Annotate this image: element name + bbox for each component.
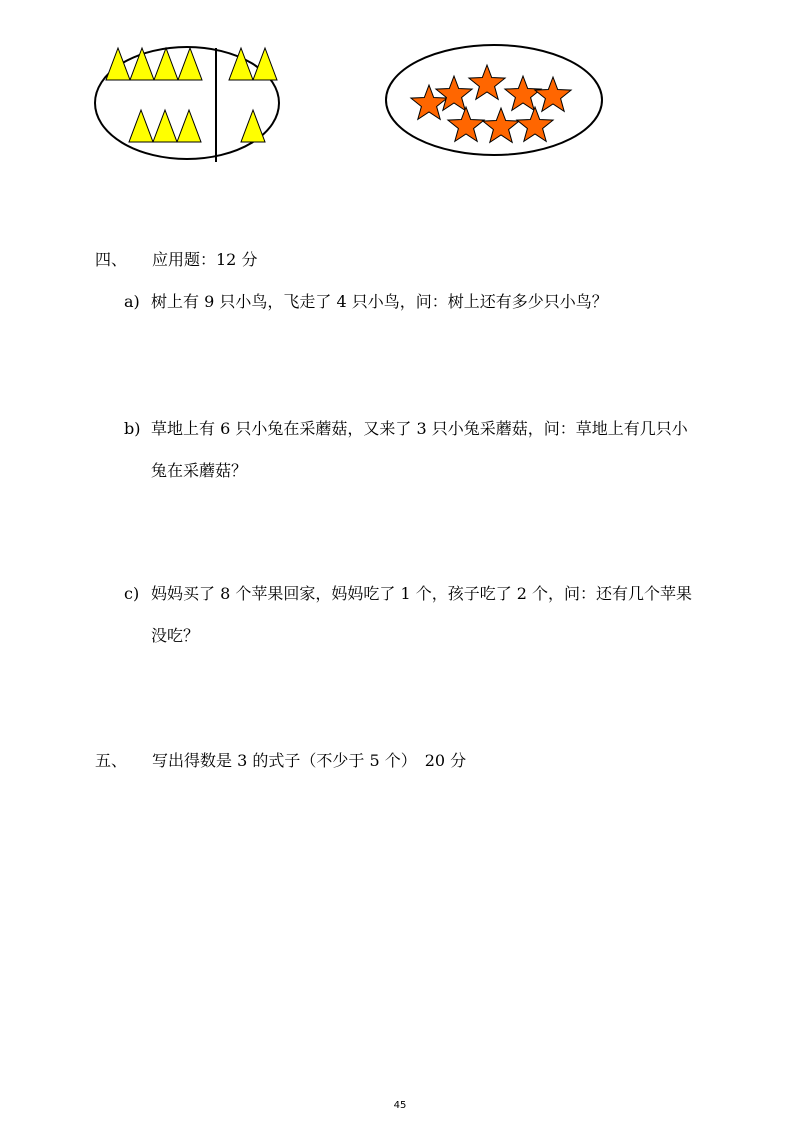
star-icon: [436, 76, 472, 110]
shapes-figure: [90, 40, 620, 170]
question-c-text-line1: 妈妈买了 8 个苹果回家，妈妈吃了 1 个，孩子吃了 2 个，问：还有几个苹果: [151, 584, 693, 603]
triangle-icon: [153, 110, 177, 142]
shapes-figure-svg: [90, 40, 620, 170]
triangle-icon: [106, 48, 130, 80]
section-5-number: 五、: [95, 751, 128, 770]
question-b-cont: [151, 460, 247, 482]
question-b-text-line2: 兔在采蘑菇？: [151, 461, 248, 480]
section-4-title: 应用题：12 分: [152, 250, 258, 269]
star-icon: [517, 107, 553, 141]
triangle-group: [95, 47, 279, 162]
star-icon: [505, 76, 541, 110]
star-icon: [483, 108, 519, 142]
page-number: 45: [393, 1100, 407, 1111]
star-group: [386, 45, 602, 155]
section-4-number: 四、: [95, 250, 128, 269]
triangle-icon: [129, 110, 153, 142]
star-icon: [469, 65, 505, 99]
question-c-text-line2: 没吃？: [151, 626, 200, 645]
section-5-title: 写出得数是 3 的式子（不少于 5 个） 20 分: [152, 751, 467, 770]
star-icon: [448, 107, 484, 141]
triangle-icon: [177, 110, 201, 142]
triangle-icon: [178, 48, 202, 80]
triangle-icon: [130, 48, 154, 80]
star-icon: [535, 77, 571, 111]
triangle-icon: [241, 110, 265, 142]
question-b-text-line1: 草地上有 6 只小兔在采蘑菇，又来了 3 只小兔采蘑菇，问：草地上有几只小: [151, 419, 688, 438]
triangle-icon: [253, 48, 277, 80]
question-a-label: a): [124, 292, 140, 311]
stars: [411, 65, 571, 142]
question-c-label: c): [124, 584, 140, 603]
question-a-text: 树上有 9 只小鸟，飞走了 4 只小鸟，问：树上还有多少只小鸟？: [151, 292, 608, 311]
question-c-cont: [151, 625, 199, 647]
triangle-icon: [229, 48, 253, 80]
triangle-icon: [154, 48, 178, 80]
question-b-label: b): [124, 419, 141, 438]
